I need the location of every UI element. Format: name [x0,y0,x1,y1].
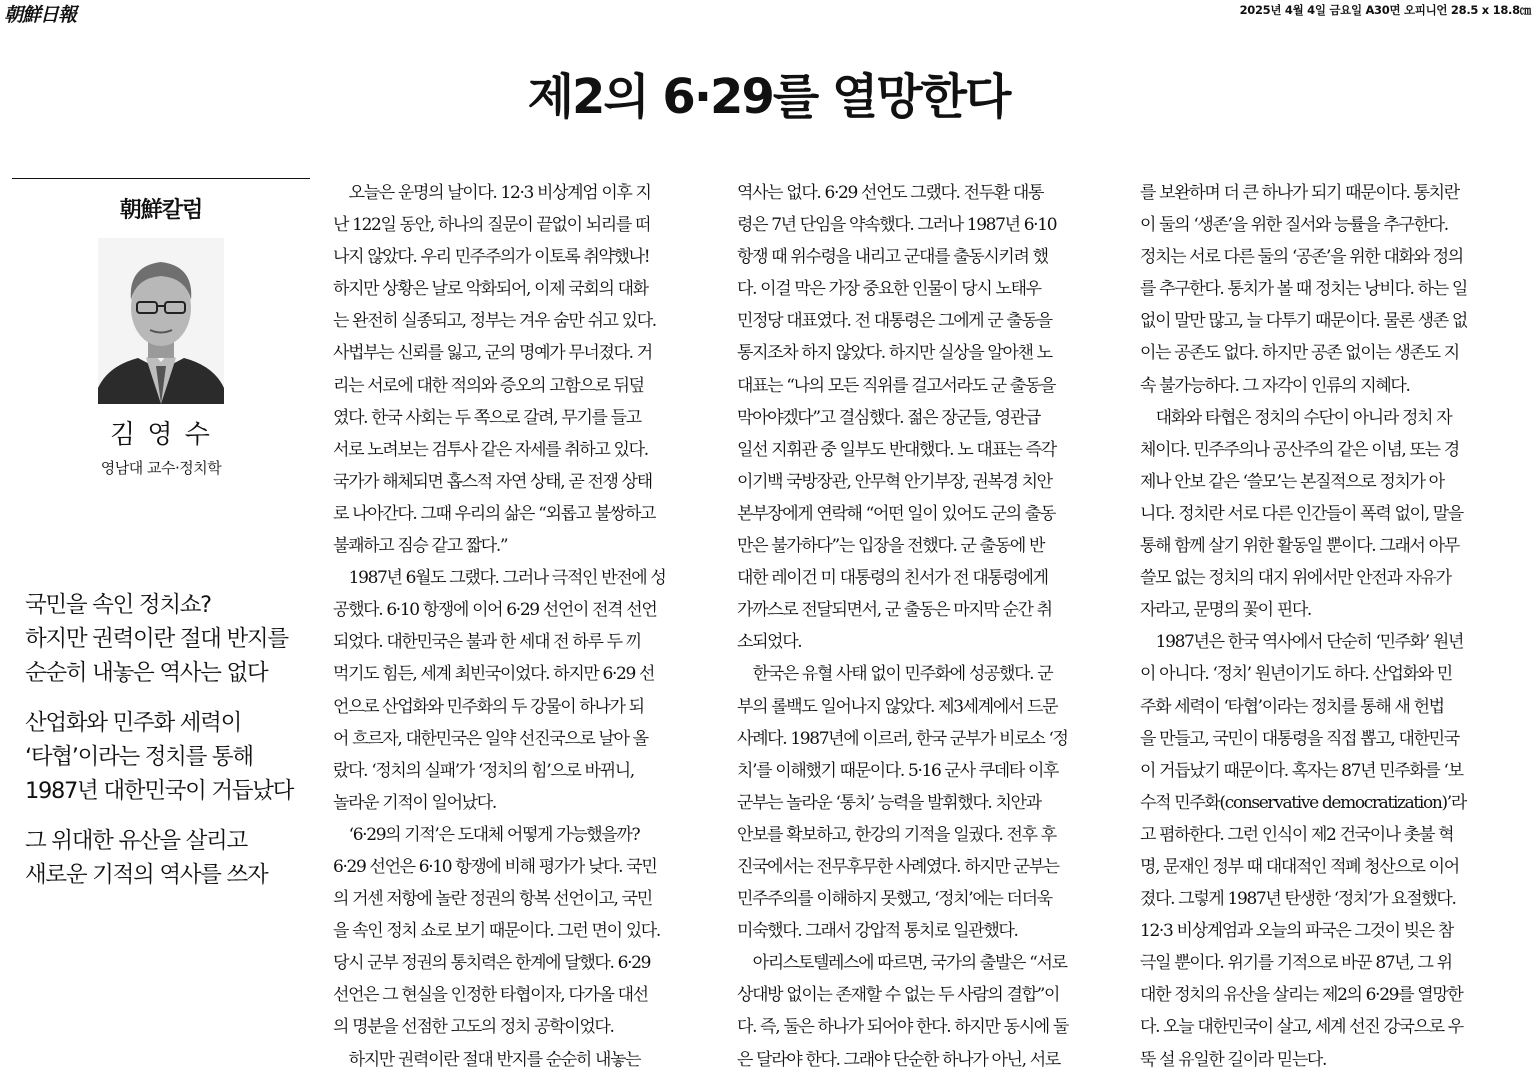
pull-quote-line: 산업화와 민주화 세력이 [25,710,242,736]
article-line: 오늘은 운명의 날이다. 12·3 비상계엄 이후 지 [333,183,651,203]
article-line: 주화 세력이 ‘타협’이라는 정치를 통해 새 헌법 [1140,696,1444,717]
article-line: 랐다. ‘정치의 실패’가 ‘정치의 힘’으로 바뀌니, [333,760,634,781]
article-line: 역사는 없다. 6·29 선언도 그랬다. 전두환 대통 [737,183,1044,203]
article-line: 이 아니다. ‘정치’ 원년이기도 하다. 산업화와 민 [1140,664,1452,685]
article-line: 6·29 선언은 6·10 항쟁에 비해 평가가 낮다. 국민 [333,856,657,877]
article-line: 하지만 상황은 날로 악화되어, 이제 국회의 대화 [333,279,648,300]
article-line: 뚝 설 유일한 길이라 믿는다. [1140,1049,1327,1070]
article-line: 이 둘의 ‘생존’을 위한 질서와 능률을 추구한다. [1140,215,1448,236]
article-line: 이는 공존도 없다. 하지만 공존 없이는 생존도 지 [1140,343,1459,364]
article-line: 정치는 서로 다른 둘의 ‘공존’을 위한 대화와 정의 [1140,247,1463,268]
article-line: 을 속인 정치 쇼로 보기 때문이다. 그런 면이 있다. [333,921,660,942]
article-line: 졌다. 그렇게 1987년 탄생한 ‘정치’가 요절했다. [1140,889,1456,910]
article-line: 이기백 국방장관, 안무혁 안기부장, 권복경 치안 [737,471,1052,492]
article-line: 대한 레이건 미 대통령의 친서가 전 대통령에게 [737,568,1048,589]
article-line: 제나 안보 같은 ‘쓸모’는 본질적으로 정치가 아 [1140,471,1444,492]
article-line: 12·3 비상계엄과 오늘의 파국은 그것이 빚은 참 [1140,921,1453,942]
article-line: 없이 말만 많고, 늘 다투기 때문이다. 물론 생존 없 [1140,311,1467,332]
article-line: 민주주의를 이해하지 못했고, ‘정치’에는 더더욱 [737,889,1052,910]
article-line: 민정당 대표였다. 전 대통령은 그에게 군 출동을 [737,311,1052,332]
article-line: 쓸모 없는 정치의 대지 위에서만 안전과 자유가 [1140,568,1451,589]
article-line: 진국에서는 전무후무한 사례였다. 하지만 군부는 [737,856,1059,877]
article-line: 대한 정치의 유산을 살리는 제2의 6·29를 열망한 [1140,985,1463,1006]
article-line: 의 명분을 선점한 고도의 정치 공학이었다. [333,1017,614,1038]
article-line: 리는 서로에 대한 적의와 증오의 고함으로 뒤덮 [333,375,644,396]
pull-quote-line: 그 위대한 유산을 살리고 [25,828,247,854]
article-line: ‘6·29의 기적’은 도대체 어떻게 가능했을까? [333,824,640,845]
publication-info: 2025년 4월 4일 금요일 A30면 오피니언 28.5 x 18.8㎝ [1239,3,1531,17]
article-column-2 [737,177,1113,1076]
article-line: 군부는 놀라운 ‘통치’ 능력을 발휘했다. 치안과 [737,792,1041,813]
article-line: 1987년 6월도 그랬다. 그러나 극적인 반전에 성 [333,568,666,589]
article-line: 를 추구한다. 통치가 볼 때 정치는 낭비다. 하는 일 [1140,279,1467,300]
article-line: 대표는 “나의 모든 직위를 걸고서라도 군 출동을 [737,375,1056,396]
pull-quote [25,824,315,892]
article-line: 부의 롤백도 일어나지 않았다. 제3세계에서 드문 [737,696,1058,717]
article-line: 치’를 이해했기 때문이다. 5·16 군사 쿠데타 이후 [737,760,1059,781]
article-line: 공했다. 6·10 항쟁에 이어 6·29 선언이 전격 선언 [333,600,657,621]
article-line: 안보를 확보하고, 한강의 기적을 일궜다. 전후 후 [737,824,1056,845]
article-line: 다. 이걸 막은 가장 중요한 인물이 당시 노태우 [737,279,1041,300]
article-line: 는 완전히 실종되고, 정부는 겨우 숨만 쉬고 있다. [333,311,656,332]
article-line: 의 거센 저항에 놀란 정권의 항복 선언이고, 국민 [333,889,652,910]
article-line: 아리스토텔레스에 따르면, 국가의 출발은 “서로 [737,953,1067,974]
pull-quote-line: 새로운 기적의 역사를 쓰자 [25,862,268,888]
article-line: 막아야겠다”고 결심했다. 젊은 장군들, 영관급 [737,407,1040,428]
article-line: 선언은 그 현실을 인정한 타협이자, 다가올 대선 [333,985,648,1006]
column-name: 朝鮮칼럼 [119,198,203,223]
article-line: 다. 오늘 대한민국이 살고, 세계 선진 강국으로 우 [1140,1017,1463,1038]
article-line: 통해 함께 살기 위한 활동일 뿐이다. 그래서 아무 [1140,536,1459,557]
article-line: 을 만들고, 국민이 대통령을 직접 뽑고, 대한민국 [1140,728,1459,749]
article-line: 한국은 유혈 사태 없이 민주화에 성공했다. 군 [737,664,1053,685]
article-line: 놀라운 기적이 일어났다. [333,792,496,813]
article-line: 소되었다. [737,632,802,653]
pull-quote [25,706,315,808]
article-line: 본부장에게 연락해 “어떤 일이 있어도 군의 출동 [737,503,1056,524]
article-line: 다. 즉, 둘은 하나가 되어야 한다. 하지만 동시에 둘 [737,1017,1068,1038]
author-name: 김 영 수 [110,420,212,450]
article-line: 서로 노려보는 검투사 같은 자세를 취하고 있다. [333,439,648,460]
pull-quote-line: 순순히 내놓은 역사는 없다 [25,660,268,686]
article-column-3 [1140,177,1516,1076]
article-line: 하지만 권력이란 절대 반지를 순순히 내놓는 [333,1049,641,1070]
article-line: 명, 문재인 정부 때 대대적인 적폐 청산으로 이어 [1140,856,1459,877]
article-line: 를 보완하며 더 큰 하나가 되기 때문이다. 통치란 [1140,183,1459,203]
article-line: 수적 민주화(conservative democratization)’라 [1140,792,1466,813]
article-line: 되었다. 대한민국은 불과 한 세대 전 하루 두 끼 [333,632,641,653]
sidebar [12,178,310,478]
article-line: 사례다. 1987년에 이르러, 한국 군부가 비로소 ‘정 [737,728,1068,749]
article-line: 이 거듭났기 때문이다. 혹자는 87년 민주화를 ‘보 [1140,760,1463,781]
headline: 제2의 6·29를 열망한다 [527,69,1010,125]
article-line: 였다. 한국 사회는 두 쪽으로 갈려, 무기를 들고 [333,407,641,428]
article-line: 체이다. 민주주의나 공산주의 같은 이념, 또는 경 [1140,439,1459,460]
author-affiliation: 영남대 교수·정치학 [100,459,222,477]
pull-quote-line: 하지만 권력이란 절대 반지를 [25,626,288,652]
article-line: 난 122일 동안, 하나의 질문이 끝없이 뇌리를 떠 [333,215,651,236]
pull-quote-line: 국민을 속인 정치쇼? [25,592,211,618]
article-line: 자라고, 문명의 꽃이 핀다. [1140,600,1311,621]
article-line: 령은 7년 단임을 약속했다. 그러나 1987년 6·10 [737,215,1057,236]
article-line: 만은 불가하다”는 입장을 전했다. 군 출동에 반 [737,536,1045,557]
author-portrait [98,238,224,404]
article-line: 나지 않았다. 우리 민주주의가 이토록 취약했나! [333,247,650,268]
pull-quote [25,588,315,690]
article-line: 미숙했다. 그래서 강압적 통치로 일관했다. [737,921,1018,942]
article-line: 은 달라야 한다. 그래야 단순한 하나가 아닌, 서로 [737,1049,1060,1070]
article-line: 항쟁 때 위수령을 내리고 군대를 출동시키려 했 [737,247,1048,268]
article-line: 가까스로 전달되면서, 군 출동은 마지막 순간 취 [737,600,1052,621]
article-line: 당시 군부 정권의 통치력은 한계에 달했다. 6·29 [333,953,651,974]
article-line: 일선 지휘관 중 일부도 반대했다. 노 대표는 즉각 [737,439,1056,460]
article-line: 극일 뿐이다. 위기를 기적으로 바꾼 87년, 그 위 [1140,953,1452,974]
article-line: 국가가 해체되면 홉스적 자연 상태, 곧 전쟁 상태 [333,471,652,492]
masthead-logo: 朝鮮日報 [4,4,77,26]
pull-quotes [25,588,315,908]
article-line: 어 흐르자, 대한민국은 일약 선진국으로 날아 올 [333,728,648,749]
article-line: 니다. 정치란 서로 다른 인간들이 폭력 없이, 말을 [1140,503,1463,524]
article-line: 사법부는 신뢰를 잃고, 군의 명예가 무너졌다. 거 [333,343,652,364]
article-line: 상대방 없이는 존재할 수 없는 두 사람의 결합”이 [737,985,1060,1006]
article-line: 먹기도 힘든, 세계 최빈국이었다. 하지만 6·29 선 [333,664,655,685]
article-line: 대화와 타협은 정치의 수단이 아니라 정치 자 [1140,407,1452,428]
article-line: 통지조차 하지 않았다. 하지만 실상을 알아챈 노 [737,343,1052,364]
sidebar-top-rule [12,178,310,179]
article-line: 속 불가능하다. 그 자각이 인류의 지혜다. [1140,375,1410,396]
pull-quote-line: 1987년 대한민국이 거듭났다 [25,778,294,804]
article-line: 로 나아간다. 그때 우리의 삶은 “외롭고 불쌍하고 [333,503,656,524]
article-line: 불쾌하고 짐승 같고 짧다.” [333,536,508,557]
article-line: 1987년은 한국 역사에서 단순히 ‘민주화’ 원년 [1140,632,1464,653]
article-line: 언으로 산업화와 민주화의 두 강물이 하나가 되 [333,696,644,717]
article-column-1 [333,177,709,1076]
pull-quote-line: ‘타협’이라는 정치를 통해 [25,744,253,770]
article-line: 고 폄하한다. 그런 인식이 제2 건국이나 촛불 혁 [1140,824,1454,845]
